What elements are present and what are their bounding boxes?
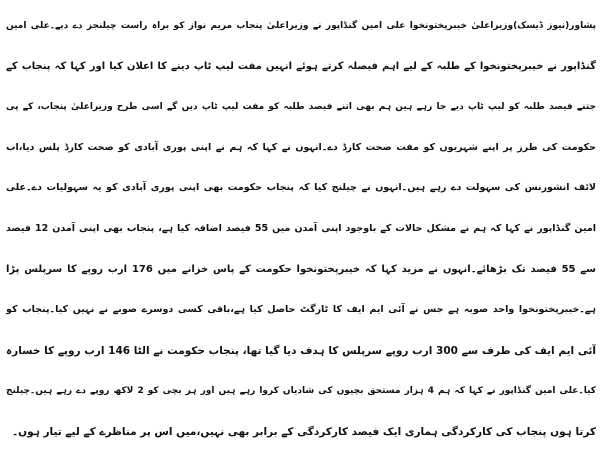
article-line-3: جتنے فیصد طلبہ کو لیپ ٹاپ دیے جا رہے ہیں ہم بھی اتنے فیصد طلبہ کو مفت لیپ ٹاپ دیں گے اسی طرح وزیراعلیٰ پنجاب، کے پی xyxy=(6,102,596,113)
article-line-7: سے 55 فیصد تک بڑھائے۔انہوں نے مزید کہا کہ خیبرپختونخوا حکومت کے پاس خزانے میں 176 ارب روپے کا سرپلس پڑا xyxy=(6,263,596,275)
article-line-10: کیا۔علی امین گنڈاپور نے کہا کہ ہم 4 ہزار مستحق بچیوں کی شادیاں کروا رہے ہیں اور ہر بچی کو 2 لاکھ روپے دے رہے ہیں۔چیلنج xyxy=(6,386,596,397)
article-line-9: آئی ایم ایف کی طرف سے 300 ارب روپے سرپلس کا ہدف دیا گیا تھا، پنجاب حکومت نے الٹا 146 ارب روپے کا خسارہ xyxy=(6,344,596,357)
article-line-4: حکومت کی طرز پر اپنے شہریوں کو مفت صحت کارڈ دے۔انہوں نے کہا کہ ہم نے اپنی پوری آبادی کو صحت کارڈ پلس دیا،اب xyxy=(6,141,596,153)
article-line-1: پشاور(نیوز ڈیسک)وزیراعلیٰ خیبرپختونخوا علی امین گنڈاپور نے وزیراعلیٰ پنجاب مریم نواز کو براہ راست چیلنجز دے دیے۔علی امین xyxy=(6,21,596,31)
article-line-2: گنڈاپور نے خیبرپختونخوا کے طلبہ کے لیے اہم فیصلہ کرتے ہوئے انہیں مفت لیپ ٹاپ دینے کا اعلان کیا اور کہا کہ پنجاب کے xyxy=(6,60,596,72)
article-line-5: لائف انشورنس کی سہولت دے رہے ہیں۔انہوں نے چیلنج کیا کہ پنجاب حکومت بھی اپنی پوری آبادی کو یہ سہولیات دے۔علی xyxy=(6,182,596,194)
article-line-11: کرتا ہوں پنجاب کی کارکردگی ہماری ایک فیصد کارکردگی کے برابر بھی نہیں،میں اس پر مناظرے کے لیے تیار ہوں۔ xyxy=(12,425,596,438)
article-line-8: ہے۔خیبرپختونخوا واحد صوبہ ہے جس نے آئی ایم ایف کا ٹارگٹ حاصل کیا ہے،باقی کسی دوسرے صوبے نے نہیں کیا۔پنجاب کو xyxy=(6,304,596,316)
article-line-6: امین گنڈاپور نے کہا کہ ہم نے مشکل حالات کے باوجود اپنی آمدن میں 55 فیصد اضافہ کیا ہے، پنجاب بھی اپنی آمدن 12 فیصد xyxy=(6,222,596,234)
